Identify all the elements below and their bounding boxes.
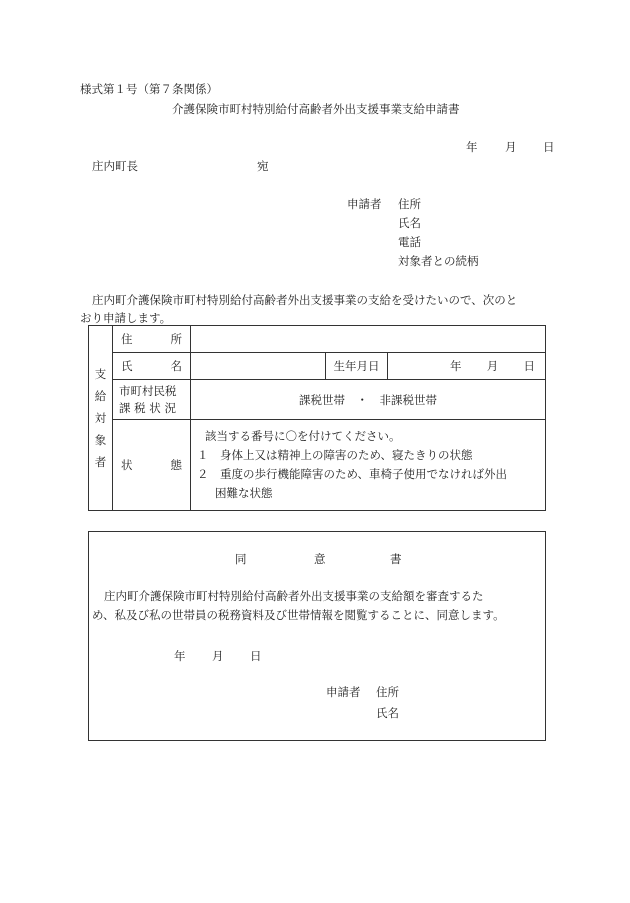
consent-title-char-1: 同 bbox=[235, 552, 247, 566]
name-value-cell[interactable] bbox=[191, 353, 326, 380]
addressee-name: 庄内町長 bbox=[92, 159, 138, 173]
applicant-field-relationship: 対象者との続柄 bbox=[398, 254, 479, 268]
applicant-label: 申請者 bbox=[347, 197, 382, 211]
consent-date-day: 日 bbox=[250, 649, 262, 663]
status-item-2-continuation: 困難な状態 bbox=[215, 486, 273, 500]
consent-field-address: 住所 bbox=[376, 685, 399, 699]
form-number: 様式第１号（第７条関係） bbox=[80, 82, 218, 96]
birth-date-label: 生年月日 bbox=[326, 353, 388, 380]
address-value-cell[interactable] bbox=[191, 326, 546, 353]
consent-title-char-2: 意 bbox=[314, 552, 326, 566]
status-options-cell[interactable] bbox=[191, 420, 546, 511]
side-label: 支 給 対 象 者 bbox=[89, 326, 113, 511]
consent-text-line-2: め、私及び私の世帯員の税務資料及び世帯情報を閲覧することに、同意します。 bbox=[92, 608, 505, 622]
consent-date-month: 月 bbox=[212, 649, 224, 663]
status-item-1[interactable]: １ 身体上又は精神上の障害のため、寝たきりの状態 bbox=[197, 448, 473, 462]
date-day: 日 bbox=[543, 140, 555, 154]
status-label-cell: 状 態 bbox=[113, 420, 191, 511]
consent-field-name: 氏名 bbox=[376, 706, 399, 720]
status-item-2[interactable]: ２ 重度の歩行機能障害のため、車椅子使用でなければ外出 bbox=[197, 467, 508, 481]
date-month: 月 bbox=[505, 140, 517, 154]
date-year: 年 bbox=[466, 140, 478, 154]
birth-date-value-cell[interactable] bbox=[388, 353, 546, 380]
intro-line-1: 庄内町介護保険市町村特別給付高齢者外出支援事業の支給を受けたいので、次のと bbox=[92, 293, 518, 307]
document-title: 介護保険市町村特別給付高齢者外出支援事業支給申請書 bbox=[172, 102, 460, 116]
consent-text-line-1: 庄内町介護保険市町村特別給付高齢者外出支援事業の支給額を審査するた bbox=[104, 589, 484, 603]
applicant-field-name: 氏名 bbox=[398, 216, 421, 230]
address-label-cell: 住 所 bbox=[113, 326, 191, 353]
consent-title-char-3: 書 bbox=[390, 552, 402, 566]
status-instruction: 該当する番号に〇を付けてください。 bbox=[205, 429, 401, 443]
consent-date-year: 年 bbox=[174, 649, 186, 663]
consent-applicant-label: 申請者 bbox=[326, 685, 361, 699]
applicant-field-address: 住所 bbox=[398, 197, 421, 211]
birth-day: 日 bbox=[523, 359, 535, 373]
tax-status-options[interactable]: 課税世帯 ・ 非課税世帯 bbox=[191, 380, 546, 420]
birth-year: 年 bbox=[450, 359, 462, 373]
intro-line-2: おり申請します。 bbox=[80, 311, 172, 325]
addressee-honorific: 宛 bbox=[257, 159, 269, 173]
tax-status-label-cell: 市町村民税 課 税 状 況 bbox=[113, 380, 191, 420]
name-label-cell: 氏 名 bbox=[113, 353, 191, 380]
applicant-field-phone: 電話 bbox=[398, 235, 421, 249]
birth-month: 月 bbox=[486, 359, 499, 373]
applicant-details-table bbox=[88, 325, 546, 511]
